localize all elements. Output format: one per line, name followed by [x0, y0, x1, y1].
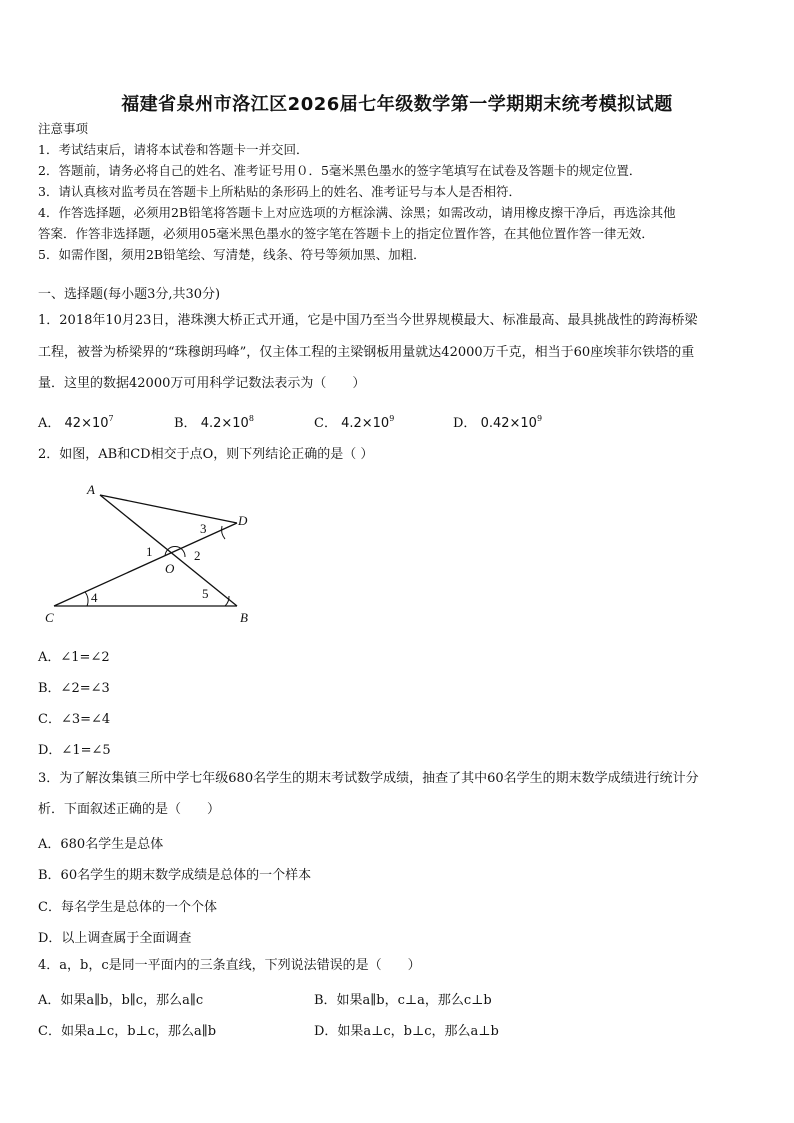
q4-option-a: A．如果a∥b，b∥c，那么a∥c [38, 993, 204, 1008]
q2-option-c: C．∠3=∠4 [38, 712, 111, 727]
option-base: 4.2×10 [341, 416, 390, 431]
option-label: A． [38, 416, 61, 431]
angle-label-2: 2 [194, 548, 201, 563]
segment-cd [54, 523, 237, 606]
angle-label-5: 5 [202, 586, 209, 601]
q2-geometry-figure [40, 476, 270, 631]
q1-option-a [38, 412, 114, 431]
q4-stem: 4．a，b，c是同一平面内的三条直线，下列说法错误的是（ ） [38, 958, 421, 973]
notice-item: 4．作答选择题，必须用2B铅笔将答题卡上对应选项的方框涂满、涂黑；如需改动，请用橡皮擦干净后，再选涂其他 [38, 205, 676, 220]
q3-stem-line: 3．为了解汝集镇三所中学七年级680名学生的期末考试数学成绩，抽查了其中60名学生的期末数学成绩进行统计分 [38, 771, 699, 786]
segment-ab [100, 495, 237, 606]
notice-item: 答案．作答非选择题，必须用05毫米黑色墨水的签字笔在答题卡上的指定位置作答，在其他位置作答一律无效． [38, 226, 654, 241]
q2-option-a: A．∠1=∠2 [38, 650, 110, 665]
notice-item: 5．如需作图，须用2B铅笔绘、写清楚，线条、符号等须加黑、加粗． [38, 247, 426, 262]
q2-stem: 2．如图，AB和CD相交于点O，则下列结论正确的是（ ） [38, 447, 374, 462]
intersecting-lines-diagram [40, 476, 270, 631]
q4-option-b: B．如果a∥b，c⊥a，那么c⊥b [314, 993, 492, 1008]
point-label-b: B [240, 610, 248, 625]
angle-label-4: 4 [91, 590, 98, 605]
option-exponent: 8 [248, 414, 254, 423]
q1-option-b [174, 412, 254, 431]
q4-option-c: C．如果a⊥c，b⊥c，那么a∥b [38, 1024, 217, 1039]
option-label: C． [314, 416, 337, 431]
option-label: B． [174, 416, 197, 431]
point-label-d: D [238, 513, 248, 528]
notice-item: 1．考试结束后，请将本试卷和答题卡一并交回． [38, 142, 309, 157]
option-base: 42×10 [64, 416, 109, 431]
section-heading: 一、选择题(每小题3分,共30分) [38, 287, 221, 302]
option-exponent: 9 [389, 414, 395, 423]
q3-option-b: B．60名学生的期末数学成绩是总体的一个样本 [38, 868, 312, 883]
notice-item: 3．请认真核对监考员在答题卡上所粘贴的条形码上的姓名、准考证号与本人是否相符． [38, 184, 521, 199]
q1-stem-line: 工程，被誉为桥梁界的“珠穆朗玛峰”，仅主体工程的主梁钢板用量就达42000万千克，相当于60座埃菲尔铁塔的重 [38, 345, 695, 360]
q4-option-d: D．如果a⊥c，b⊥c，那么a⊥b [314, 1024, 499, 1039]
q3-option-c: C．每名学生是总体的一个个体 [38, 900, 217, 915]
notice-item: 2．答题前，请务必将自己的姓名、准考证号用０．5毫米黑色墨水的签字笔填写在试卷及答题卡的规定位置． [38, 163, 642, 178]
q3-stem-line: 析．下面叙述正确的是（ ） [38, 802, 221, 817]
angle-arc [222, 526, 225, 539]
q3-option-a: A．680名学生是总体 [38, 837, 164, 852]
q2-option-b: B．∠2=∠3 [38, 681, 110, 696]
q1-stem-line: 量．这里的数据42000万可用科学记数法表示为（ ） [38, 376, 366, 391]
notice-heading: 注意事项 [38, 121, 89, 136]
segment-ad [100, 495, 237, 523]
q2-option-d: D．∠1=∠5 [38, 743, 111, 758]
angle-arc [85, 592, 88, 606]
option-base: 0.42×10 [480, 416, 537, 431]
q3-option-d: D．以上调查属于全面调查 [38, 931, 192, 946]
option-exponent: 7 [108, 414, 114, 423]
q1-stem-line: 1．2018年10月23日，港珠澳大桥正式开通，它是中国乃至当今世界规模最大、标准最高、最具挑战性的跨海桥梁 [38, 313, 698, 328]
option-label: D． [453, 416, 477, 431]
angle-label-3: 3 [200, 521, 207, 536]
angle-label-1: 1 [146, 544, 153, 559]
option-exponent: 9 [536, 414, 543, 423]
option-base: 4.2×10 [200, 416, 249, 431]
q1-option-c [314, 412, 394, 431]
page-title: 福建省泉州市洛江区2026届七年级数学第一学期期末统考模拟试题 [121, 94, 673, 115]
point-label-c: C [45, 610, 54, 625]
q1-option-d [453, 412, 542, 431]
point-label-a: A [87, 482, 95, 497]
point-label-o: O [165, 561, 175, 576]
